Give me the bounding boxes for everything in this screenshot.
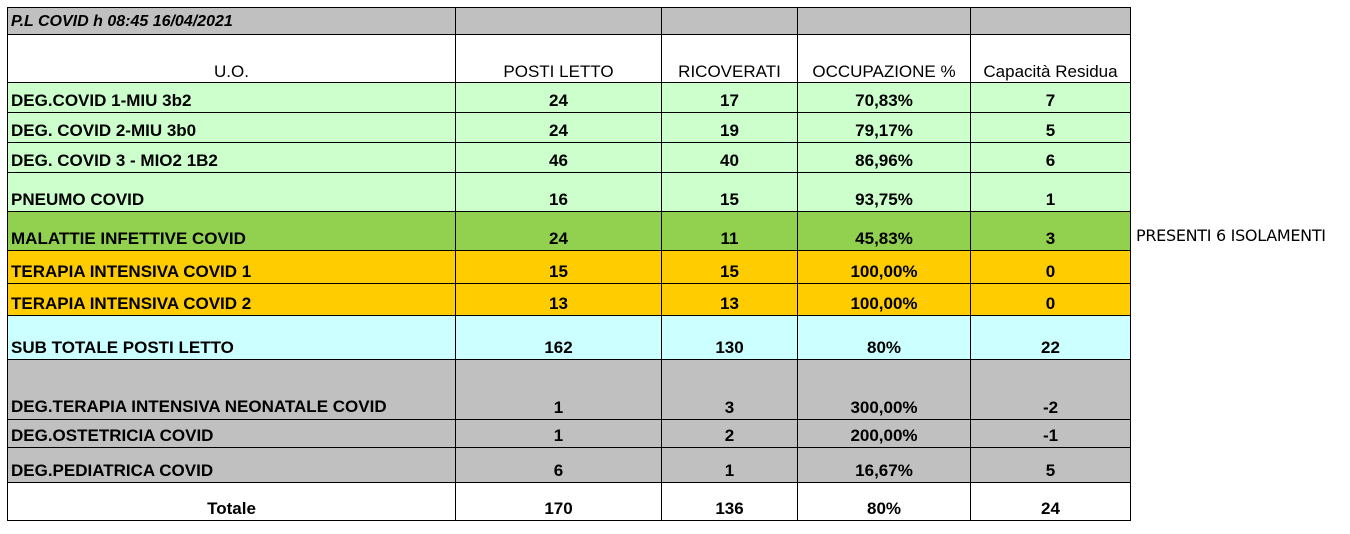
- row-uo: DEG.TERAPIA INTENSIVA NEONATALE COVID: [8, 360, 456, 420]
- row-occupazione: 100,00%: [798, 284, 971, 316]
- row-posti: 15: [456, 251, 662, 284]
- header-capacita-residua: Capacità Residua: [971, 35, 1131, 83]
- header-uo: U.O.: [8, 35, 456, 83]
- row-capacita: 22: [971, 316, 1131, 360]
- row-occupazione: 86,96%: [798, 143, 971, 173]
- row-occupazione: 93,75%: [798, 173, 971, 212]
- row-ricoverati: 19: [662, 113, 798, 143]
- row-ricoverati: 2: [662, 420, 798, 448]
- total-row: [8, 483, 1131, 521]
- row-uo: MALATTIE INFETTIVE COVID: [8, 212, 456, 251]
- row-ricoverati: 3: [662, 360, 798, 420]
- row-uo: SUB TOTALE POSTI LETTO: [8, 316, 456, 360]
- row-posti: 13: [456, 284, 662, 316]
- table-row: [8, 316, 1131, 360]
- row-ricoverati: 15: [662, 251, 798, 284]
- row-occupazione: 79,17%: [798, 113, 971, 143]
- row-ricoverati: 17: [662, 83, 798, 113]
- row-uo: DEG.PEDIATRICA COVID: [8, 448, 456, 483]
- row-occupazione: 70,83%: [798, 83, 971, 113]
- row-capacita: 0: [971, 251, 1131, 284]
- row-uo: TERAPIA INTENSIVA COVID 1: [8, 251, 456, 284]
- row-ricoverati: 1: [662, 448, 798, 483]
- row-uo: TERAPIA INTENSIVA COVID 2: [8, 284, 456, 316]
- row-capacita: 5: [971, 113, 1131, 143]
- title-row: [8, 8, 1131, 35]
- row-posti: 1: [456, 360, 662, 420]
- row-occupazione: 200,00%: [798, 420, 971, 448]
- table-row: [8, 251, 1131, 284]
- table-row: [8, 360, 1131, 420]
- row-posti: 162: [456, 316, 662, 360]
- row-capacita: 1: [971, 173, 1131, 212]
- row-capacita: 0: [971, 284, 1131, 316]
- header-ricoverati: RICOVERATI: [662, 35, 798, 83]
- header-row: [8, 35, 1131, 83]
- row-ricoverati: 40: [662, 143, 798, 173]
- row-occupazione: 80%: [798, 316, 971, 360]
- row-occupazione: 45,83%: [798, 212, 971, 251]
- isolation-note: PRESENTI 6 ISOLAMENTI: [1136, 226, 1326, 245]
- row-capacita: 5: [971, 448, 1131, 483]
- row-ricoverati: 130: [662, 316, 798, 360]
- row-capacita: 7: [971, 83, 1131, 113]
- row-capacita: 6: [971, 143, 1131, 173]
- table-row: [8, 173, 1131, 212]
- row-capacita: -2: [971, 360, 1131, 420]
- covid-beds-table: [7, 7, 1131, 521]
- row-occupazione: 16,67%: [798, 448, 971, 483]
- row-ricoverati: 11: [662, 212, 798, 251]
- total-occupazione: 80%: [798, 483, 971, 521]
- header-occupazione: OCCUPAZIONE %: [798, 35, 971, 83]
- row-capacita: -1: [971, 420, 1131, 448]
- table-row: [8, 448, 1131, 483]
- table-title: P.L COVID h 08:45 16/04/2021: [8, 8, 456, 35]
- row-posti: 1: [456, 420, 662, 448]
- row-occupazione: 100,00%: [798, 251, 971, 284]
- row-uo: DEG. COVID 3 - MIO2 1B2: [8, 143, 456, 173]
- table-row: [8, 143, 1131, 173]
- table-row: [8, 113, 1131, 143]
- header-posti-letto: POSTI LETTO: [456, 35, 662, 83]
- row-posti: 24: [456, 83, 662, 113]
- row-posti: 24: [456, 212, 662, 251]
- row-posti: 24: [456, 113, 662, 143]
- row-uo: DEG.COVID 1-MIU 3b2: [8, 83, 456, 113]
- total-ricoverati: 136: [662, 483, 798, 521]
- row-posti: 16: [456, 173, 662, 212]
- row-posti: 6: [456, 448, 662, 483]
- table-row: [8, 83, 1131, 113]
- table-row: [8, 284, 1131, 316]
- row-ricoverati: 15: [662, 173, 798, 212]
- row-uo: DEG. COVID 2-MIU 3b0: [8, 113, 456, 143]
- row-uo: DEG.OSTETRICIA COVID: [8, 420, 456, 448]
- row-occupazione: 300,00%: [798, 360, 971, 420]
- table-row: [8, 212, 1131, 251]
- total-capacita: 24: [971, 483, 1131, 521]
- row-ricoverati: 13: [662, 284, 798, 316]
- row-posti: 46: [456, 143, 662, 173]
- total-posti: 170: [456, 483, 662, 521]
- table-row: [8, 420, 1131, 448]
- row-uo: PNEUMO COVID: [8, 173, 456, 212]
- row-capacita: 3: [971, 212, 1131, 251]
- total-label: Totale: [8, 483, 456, 521]
